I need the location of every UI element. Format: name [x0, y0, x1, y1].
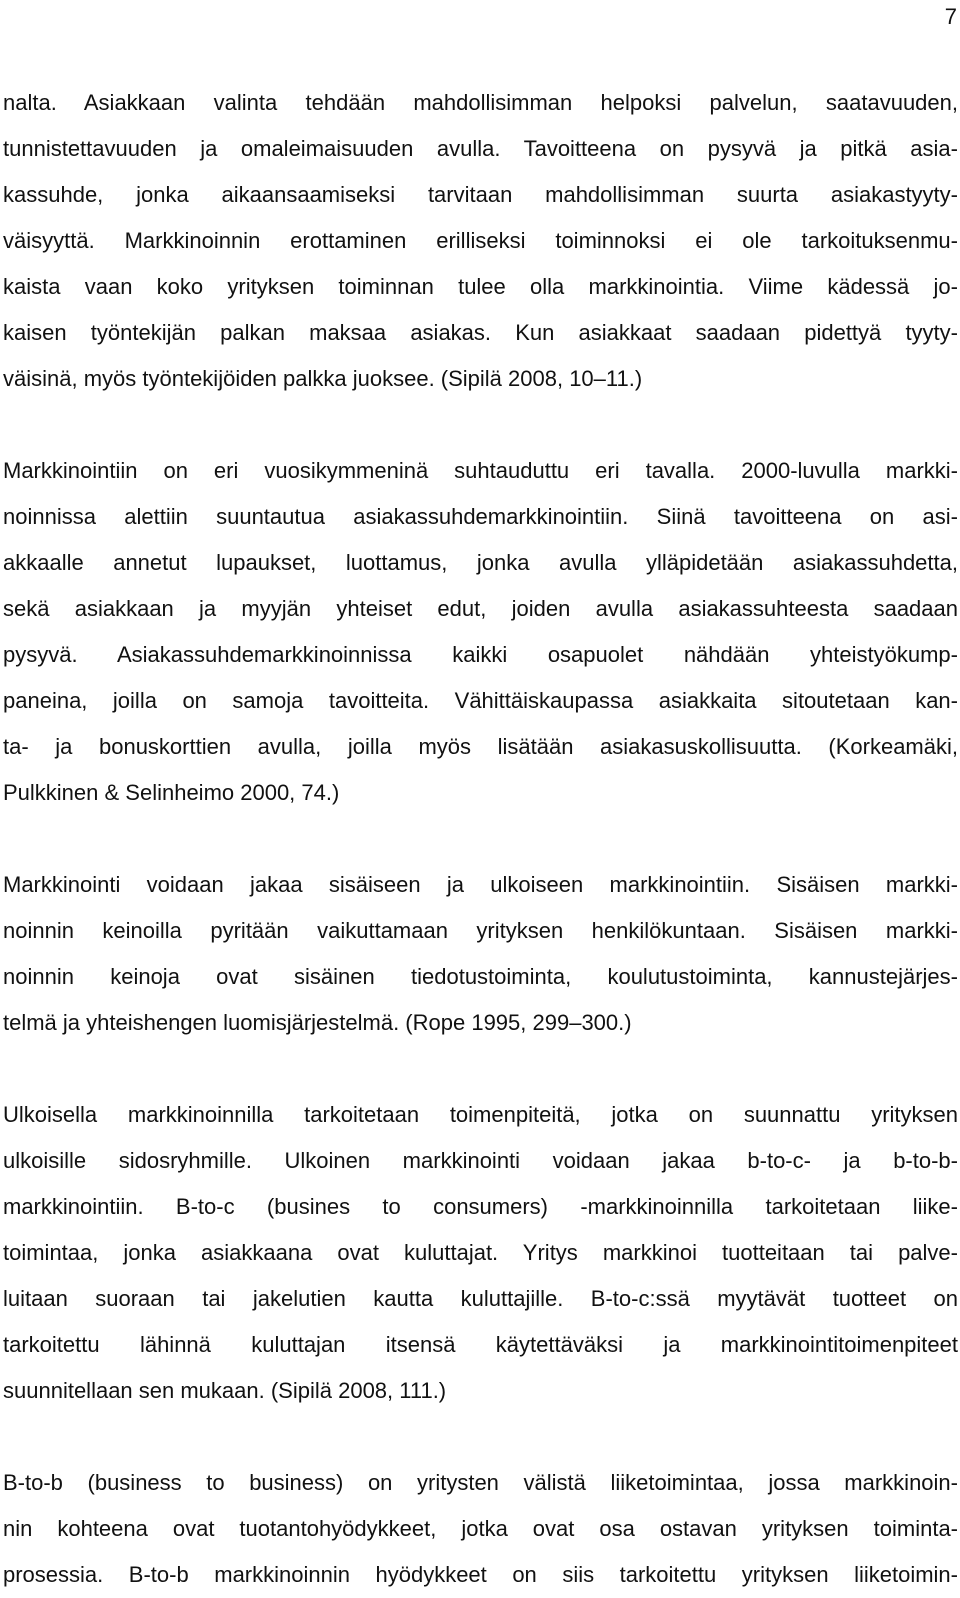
text-line: prosessia. B-to-b markkinoinnin hyödykkeet on siis tarkoitettu yrityksen liiketoimin-	[3, 1562, 958, 1587]
text-line: noinnissa alettiin suuntautua asiakassuhdemarkkinointiin. Siinä tavoitteena on asi-	[3, 504, 958, 529]
paragraph-2	[3, 448, 958, 816]
text-line: tarkoitettu lähinnä kuluttajan itsensä käytettäväksi ja markkinointitoimenpiteet	[3, 1332, 958, 1357]
text-line: noinnin keinoilla pyritään vaikuttamaan yrityksen henkilökuntaan. Sisäisen markki-	[3, 918, 958, 943]
text-line: luitaan suoraan tai jakelutien kautta kuluttajille. B-to-c:ssä myytävät tuotteet on	[3, 1286, 958, 1311]
text-line: Markkinointiin on eri vuosikymmeninä suhtauduttu eri tavalla. 2000-luvulla markki-	[3, 458, 958, 483]
text-line: markkinointiin. B-to-c (busines to consumers) -markkinoinnilla tarkoitetaan liike-	[3, 1194, 958, 1219]
text-line: nin kohteena ovat tuotantohyödykkeet, jotka ovat osa ostavan yrityksen toiminta-	[3, 1516, 958, 1541]
paragraph-1	[3, 80, 958, 402]
text-line: väisyyttä. Markkinoinnin erottaminen erilliseksi toiminnoksi ei ole tarkoituksenmu-	[3, 228, 958, 253]
paragraph-5	[3, 1460, 958, 1598]
text-line: väisinä, myös työntekijöiden palkka juoksee. (Sipilä 2008, 10–11.)	[3, 366, 643, 391]
text-line: Pulkkinen & Selinheimo 2000, 74.)	[3, 780, 340, 805]
paragraph-3	[3, 862, 958, 1046]
text-line: kaista vaan koko yrityksen toiminnan tulee olla markkinointia. Viime kädessä jo-	[3, 274, 958, 299]
text-line: ta- ja bonuskorttien avulla, joilla myös lisätään asiakasuskollisuutta. (Korkeamäki,	[3, 734, 958, 759]
text-line: toimintaa, jonka asiakkaana ovat kuluttajat. Yritys markkinoi tuotteitaan tai palve-	[3, 1240, 958, 1265]
text-line: Ulkoisella markkinoinnilla tarkoitetaan toimenpiteitä, jotka on suunnattu yrityksen	[3, 1102, 958, 1127]
paragraph-4	[3, 1092, 958, 1414]
document-body	[3, 80, 958, 1598]
text-line: suunnitellaan sen mukaan. (Sipilä 2008, 111.)	[3, 1378, 447, 1403]
text-line: B-to-b (business to business) on yritysten välistä liiketoimintaa, jossa markkinoin-	[3, 1470, 958, 1495]
text-line: paneina, joilla on samoja tavoitteita. Vähittäiskaupassa asiakkaita sitoutetaan kan-	[3, 688, 958, 713]
text-line: akkaalle annetut lupaukset, luottamus, jonka avulla ylläpidetään asiakassuhdetta,	[3, 550, 958, 575]
text-line: kassuhde, jonka aikaansaamiseksi tarvitaan mahdollisimman suurta asiakastyyty-	[3, 182, 958, 207]
text-line: pysyvä. Asiakassuhdemarkkinoinnissa kaikki osapuolet nähdään yhteistyökump-	[3, 642, 958, 667]
text-line: Markkinointi voidaan jakaa sisäiseen ja ulkoiseen markkinointiin. Sisäisen markki-	[3, 872, 958, 897]
text-line: telmä ja yhteishengen luomisjärjestelmä. (Rope 1995, 299–300.)	[3, 1010, 632, 1035]
text-line: nalta. Asiakkaan valinta tehdään mahdollisimman helpoksi palvelun, saatavuuden,	[3, 90, 958, 115]
text-line: ulkoisille sidosryhmille. Ulkoinen markkinointi voidaan jakaa b-to-c- ja b-to-b-	[3, 1148, 958, 1173]
text-line: kaisen työntekijän palkan maksaa asiakas. Kun asiakkaat saadaan pidettyä tyyty-	[3, 320, 958, 345]
text-line: sekä asiakkaan ja myyjän yhteiset edut, joiden avulla asiakassuhteesta saadaan	[3, 596, 958, 621]
page-number: 7	[944, 4, 957, 29]
text-line: noinnin keinoja ovat sisäinen tiedotustoiminta, koulutustoiminta, kannustejärjes-	[3, 964, 958, 989]
text-line: tunnistettavuuden ja omaleimaisuuden avulla. Tavoitteena on pysyvä ja pitkä asia-	[3, 136, 958, 161]
